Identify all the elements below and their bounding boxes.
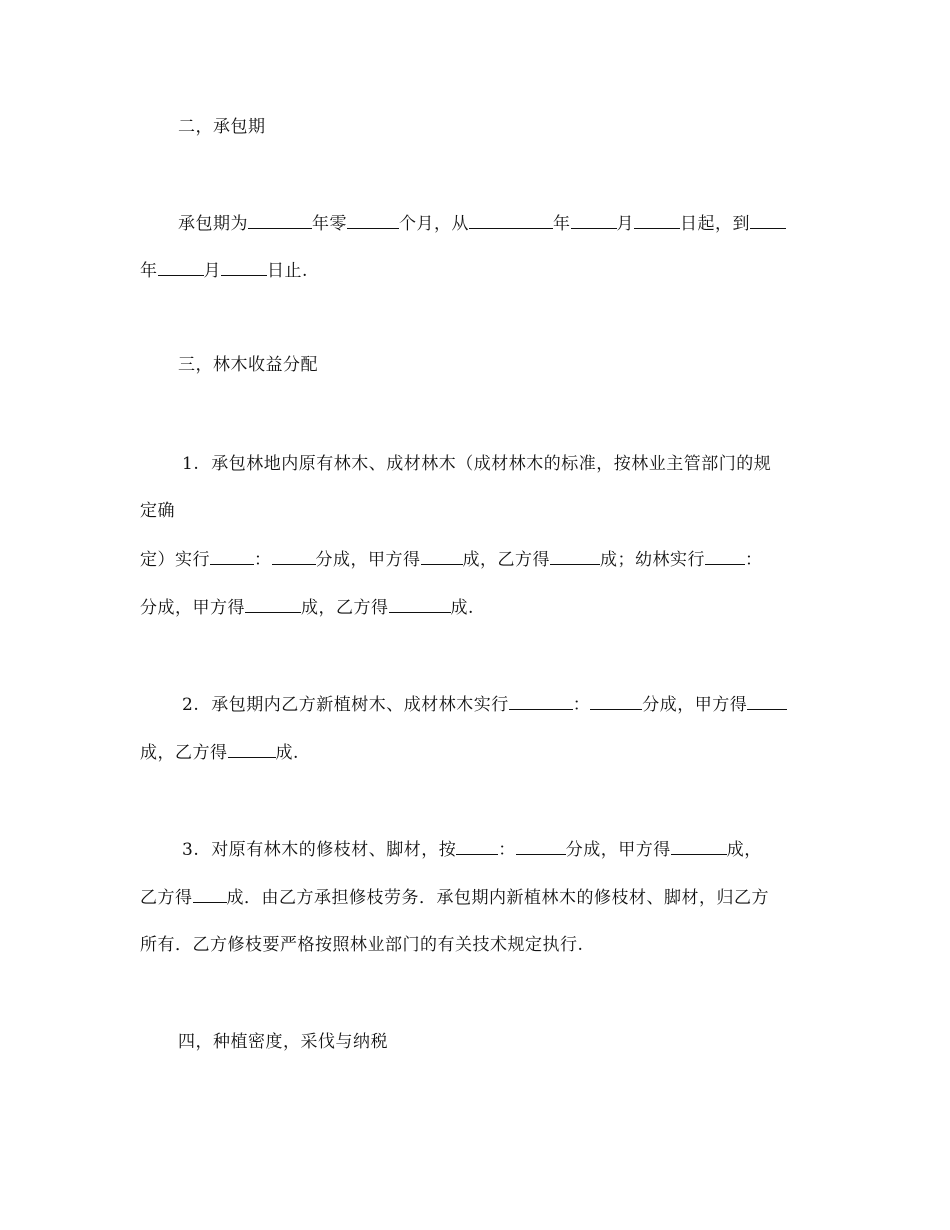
text: 成，乙方得 (462, 550, 550, 570)
blank-ratio-a (210, 548, 254, 565)
item-3-line-2 (140, 886, 820, 909)
text: 乙方得 (140, 888, 193, 908)
heading-text: 四，种植密度，采伐与纳税 (178, 1032, 388, 1052)
blank-young-ratio (705, 548, 745, 565)
item-number: 1. (182, 454, 200, 474)
term-line-1 (178, 212, 818, 235)
section-heading-term (178, 116, 818, 138)
blank-party-a-share (421, 548, 463, 565)
text: 分成，甲方得 (140, 598, 245, 618)
blank-new-party-a (747, 693, 787, 710)
heading-text: 二，承包期 (178, 117, 266, 137)
text: 承包期内乙方新植树木、成材林木实行 (211, 695, 509, 715)
blank-prune-ratio-a (456, 838, 498, 855)
blank-party-b-share (550, 548, 600, 565)
text: 个月，从 (399, 214, 469, 234)
item-1-line-2 (140, 500, 820, 522)
item-3-line-3 (140, 934, 820, 956)
blank-prune-party-b (193, 886, 227, 903)
heading-text: 三，林木收益分配 (178, 355, 318, 375)
text: 分成，甲方得 (315, 550, 421, 570)
text: 年零 (312, 214, 347, 234)
blank-new-ratio-a (509, 693, 573, 710)
term-line-2 (140, 259, 820, 282)
text: 分成，甲方得 (642, 695, 748, 715)
item-number: 3. (182, 840, 200, 860)
text: 对原有林木的修枝材、脚材，按 (211, 840, 457, 860)
text: 日起，到 (680, 214, 750, 234)
text: 承包林地内原有林木、成材林木（成材林木的标准，按林业主管部门的规 (211, 454, 772, 474)
blank-young-party-a (245, 596, 301, 613)
item-2-line-2 (140, 741, 820, 764)
blank-start-year (469, 212, 553, 229)
section-heading-planting (178, 1031, 818, 1053)
blank-start-day (634, 212, 680, 229)
item-1-line-3 (140, 548, 820, 571)
item-1-line-1 (182, 453, 822, 475)
text: 成；幼林实行 (600, 550, 705, 570)
text: 成，乙方得 (301, 598, 389, 618)
text: 承包期为 (178, 214, 248, 234)
text: 月 (203, 261, 221, 281)
text: 成．由乙方承担修枝劳务．承包期内新植林木的修枝材、脚材，归乙方 (226, 888, 769, 908)
text: 成. (450, 598, 474, 618)
text: 日止. (267, 261, 308, 281)
item-number: 2. (182, 695, 200, 715)
blank-start-month (571, 212, 617, 229)
item-1-line-4 (140, 596, 820, 619)
blank-end-year (750, 212, 786, 229)
item-3-line-1 (182, 838, 822, 861)
text: ： (572, 695, 591, 715)
text: ： (254, 550, 272, 570)
blank-new-ratio-b (590, 693, 642, 710)
blank-prune-party-a (671, 838, 727, 855)
text: 定）实行 (140, 550, 210, 570)
blank-new-party-b (228, 741, 276, 758)
text: ： (745, 550, 763, 570)
blank-prune-ratio-b (516, 838, 566, 855)
section-heading-revenue (178, 354, 818, 376)
item-2-line-1 (182, 693, 822, 716)
text: 所有．乙方修枝要严格按照林业部门的有关技术规定执行. (140, 935, 584, 955)
text: 成. (275, 743, 299, 763)
text: 年 (140, 261, 158, 281)
text: 月 (616, 214, 634, 234)
text: 定确 (140, 501, 175, 521)
text: 成， (726, 840, 762, 860)
blank-end-day (221, 259, 267, 276)
blank-end-month (158, 259, 204, 276)
blank-ratio-b (272, 548, 316, 565)
text: ： (498, 840, 516, 860)
text: 分成，甲方得 (565, 840, 671, 860)
blank-young-party-b (389, 596, 451, 613)
text: 年 (553, 214, 571, 234)
text: 成，乙方得 (140, 743, 228, 763)
blank-years (248, 212, 312, 229)
blank-months (347, 212, 399, 229)
